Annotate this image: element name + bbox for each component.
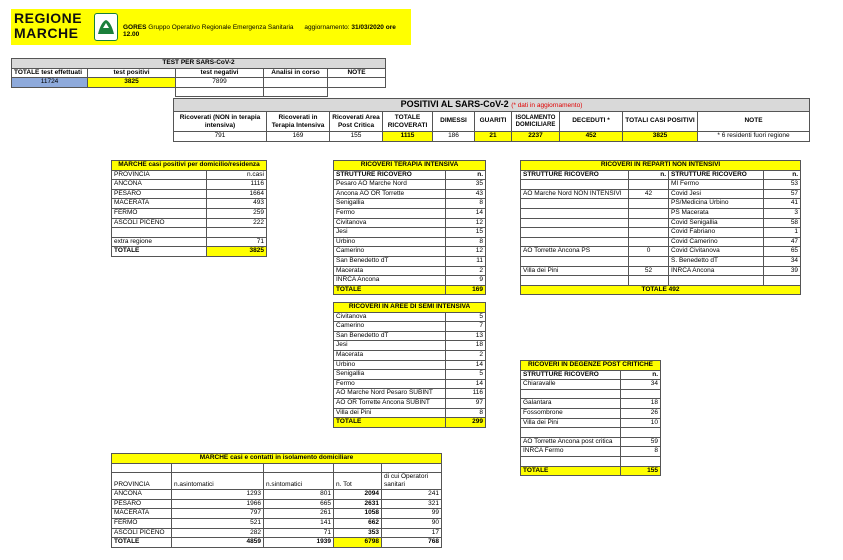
postcrit-row	[521, 389, 661, 399]
nonint-row	[521, 256, 801, 266]
si-row-value: 5	[446, 370, 486, 380]
nonint-row-a-value	[629, 276, 669, 286]
province-total-label: TOTALE	[112, 247, 207, 257]
test-table-title: TEST PER SARS-CoV-2	[12, 59, 386, 69]
province-row-name: ASCOLI PICENO	[112, 218, 207, 228]
nonint-col-struttura: STRUTTURE RICOVERO	[521, 170, 629, 180]
nonint-row-b-name: Covid Civitanova	[669, 247, 764, 257]
province-row-value: 259	[207, 208, 267, 218]
postcrit-table	[520, 360, 661, 476]
si-row	[334, 408, 486, 418]
ti-row-value: 2	[446, 266, 486, 276]
postcrit-row-name	[521, 456, 621, 466]
positivi-table	[173, 98, 810, 142]
si-row-value: 14	[446, 360, 486, 370]
nonint-row-b-value: 57	[764, 189, 801, 199]
ti-row-name: Fermo	[334, 208, 446, 218]
nonint-row-a-value	[629, 180, 669, 190]
postcrit-row-value: 18	[621, 399, 661, 409]
nonint-row	[521, 180, 801, 190]
province-row-name: PESARO	[112, 189, 207, 199]
postcrit-row-name: Chiaravalle	[521, 380, 621, 390]
ti-row-value: 35	[446, 180, 486, 190]
si-row-name: AO OR Torrette Ancona SUBINT	[334, 398, 446, 408]
ti-row-value: 8	[446, 199, 486, 209]
province-row-value: 222	[207, 218, 267, 228]
ti-row	[334, 228, 486, 238]
nonint-row-a-value: 42	[629, 189, 669, 199]
nonint-row-b-name: PS Macerata	[669, 208, 764, 218]
positivi-col-0: Ricoverati (NON in terapia intensiva)	[174, 112, 267, 132]
postcrit-row-name: Galantara	[521, 399, 621, 409]
postcrit-row-name: AO Torrette Ancona post critica	[521, 437, 621, 447]
province-row-value	[207, 228, 267, 238]
test-col-analisi: Analisi in corso	[264, 68, 328, 78]
si-row-value: 116	[446, 389, 486, 399]
nonint-row-a-name	[521, 276, 629, 286]
province-row	[112, 189, 267, 199]
postcrit-row	[521, 408, 661, 418]
si-total-value: 299	[446, 418, 486, 428]
iso-row-sint: 801	[264, 490, 334, 500]
si-row	[334, 389, 486, 399]
nonint-row-a-value	[629, 256, 669, 266]
postcrit-row-name	[521, 428, 621, 438]
positivi-col-6: ISOLAMENTO DOMICILIARE	[512, 112, 560, 132]
ti-row-name: Urbino	[334, 237, 446, 247]
postcrit-row-value: 26	[621, 408, 661, 418]
nonint-row-b-name: INRCA Ancona	[669, 266, 764, 276]
province-row-value: 1664	[207, 189, 267, 199]
iso-row-tot: 662	[334, 518, 382, 528]
si-row-name: Villa dei Pini	[334, 408, 446, 418]
iso-row-tot: 353	[334, 528, 382, 538]
si-table	[333, 302, 486, 428]
nonint-row-a-value	[629, 218, 669, 228]
si-row-value: 7	[446, 322, 486, 332]
nonint-title: RICOVERI IN REPARTI NON INTENSIVI	[521, 161, 801, 171]
nonint-col-struttura2: STRUTTURE RICOVERO	[669, 170, 764, 180]
ti-row	[334, 266, 486, 276]
nonint-row-b-name: MI Fermo	[669, 180, 764, 190]
nonint-total: TOTALE 492	[521, 285, 801, 295]
iso-row-tot: 2631	[334, 499, 382, 509]
ti-total-label: TOTALE	[334, 285, 446, 295]
gores-long: Gruppo Operativo Regionale Emergenza Sanitaria	[148, 24, 294, 31]
nonint-row-b-value: 39	[764, 266, 801, 276]
province-row	[112, 237, 267, 247]
province-row-name: MACERATA	[112, 199, 207, 209]
iso-col-provincia: PROVINCIA	[112, 473, 172, 490]
iso-row-name: PESARO	[112, 499, 172, 509]
iso-row-oper: 321	[382, 499, 442, 509]
nonint-row-a-name	[521, 180, 629, 190]
province-title: MARCHE casi positivi per domicilio/residenza	[112, 161, 267, 171]
iso-row-oper: 17	[382, 528, 442, 538]
postcrit-row-value	[621, 456, 661, 466]
nonint-row-b-value: 58	[764, 218, 801, 228]
si-total-label: TOTALE	[334, 418, 446, 428]
iso-row-asint: 1966	[172, 499, 264, 509]
gores-short: GORES	[123, 24, 147, 31]
postcrit-total-value: 155	[621, 466, 661, 476]
iso-col-asint: n.asintomatici	[172, 473, 264, 490]
logo-line2: MARCHE	[14, 25, 79, 41]
ti-col-n: n.	[446, 170, 486, 180]
nonint-row-a-name	[521, 256, 629, 266]
ti-row-value: 12	[446, 247, 486, 257]
nonint-row-a-value	[629, 237, 669, 247]
test-col-negativi: test negativi	[176, 68, 264, 78]
si-row-value: 2	[446, 350, 486, 360]
postcrit-row	[521, 456, 661, 466]
ti-row-name: Macerata	[334, 266, 446, 276]
nonint-row-b-value: 1	[764, 228, 801, 238]
ti-row-name: San Benedetto dT	[334, 256, 446, 266]
province-col-provincia: PROVINCIA	[112, 170, 207, 180]
nonint-row-b-name	[669, 276, 764, 286]
province-col-casi: n.casi	[207, 170, 267, 180]
postcrit-row-name: INRCA Fermo	[521, 447, 621, 457]
iso-row-name: ASCOLI PICENO	[112, 528, 172, 538]
postcrit-row	[521, 380, 661, 390]
nonint-row-b-name: S. Benedetto dT	[669, 256, 764, 266]
si-row	[334, 398, 486, 408]
province-row-name: FERMO	[112, 208, 207, 218]
iso-total-tot: 6798	[334, 538, 382, 548]
iso-row	[112, 499, 442, 509]
si-row-value: 14	[446, 379, 486, 389]
si-row	[334, 370, 486, 380]
nonint-row-b-value: 53	[764, 180, 801, 190]
iso-row-sint: 261	[264, 509, 334, 519]
positivi-val-7: 452	[560, 132, 623, 142]
nonint-row-a-value: 52	[629, 266, 669, 276]
postcrit-row	[521, 437, 661, 447]
iso-total-asint: 4859	[172, 538, 264, 548]
postcrit-row-value: 59	[621, 437, 661, 447]
province-row	[112, 180, 267, 190]
iso-row-sint: 141	[264, 518, 334, 528]
ti-total-value: 169	[446, 285, 486, 295]
postcrit-row-value	[621, 389, 661, 399]
postcrit-row	[521, 428, 661, 438]
nonint-row-b-value: 65	[764, 247, 801, 257]
nonint-col-n2: n.	[764, 170, 801, 180]
positivi-title: POSITIVI AL SARS-CoV-2	[400, 99, 509, 109]
postcrit-row-name: Villa dei Pini	[521, 418, 621, 428]
nonint-row-a-name	[521, 228, 629, 238]
si-row-name: Jesi	[334, 341, 446, 351]
nonint-col-n: n.	[629, 170, 669, 180]
iso-total-oper: 768	[382, 538, 442, 548]
ti-row-name: Civitanova	[334, 218, 446, 228]
nonint-row-a-name: Villa dei Pini	[521, 266, 629, 276]
nonint-row-b-name: Covid Fabriano	[669, 228, 764, 238]
postcrit-row	[521, 447, 661, 457]
positivi-col-4: DIMESSI	[433, 112, 475, 132]
nonint-row-a-name	[521, 237, 629, 247]
positivi-val-0: 791	[174, 132, 267, 142]
si-row-name: Senigallia	[334, 370, 446, 380]
ti-row	[334, 180, 486, 190]
si-row-name: Civitanova	[334, 312, 446, 322]
postcrit-total-label: TOTALE	[521, 466, 621, 476]
iso-row-oper: 90	[382, 518, 442, 528]
si-row	[334, 322, 486, 332]
regione-marche-logo	[14, 11, 82, 41]
iso-row-sint: 665	[264, 499, 334, 509]
province-row	[112, 228, 267, 238]
iso-row-asint: 1293	[172, 490, 264, 500]
si-row-value: 97	[446, 398, 486, 408]
iso-col-oper: di cui Operatori sanitari	[382, 473, 442, 490]
nonint-row	[521, 247, 801, 257]
ti-row	[334, 199, 486, 209]
iso-row-tot: 1058	[334, 509, 382, 519]
positivi-val-2: 155	[330, 132, 383, 142]
iso-row-asint: 521	[172, 518, 264, 528]
iso-row-sint: 71	[264, 528, 334, 538]
nonint-row-a-name	[521, 218, 629, 228]
postcrit-title: RICOVERI IN DEGENZE POST CRITICHE	[521, 361, 661, 371]
si-row-name: AO Marche Nord Pesaro SUBINT	[334, 389, 446, 399]
nonint-row	[521, 237, 801, 247]
province-row	[112, 218, 267, 228]
positivi-title-cell	[174, 99, 810, 112]
ti-row	[334, 237, 486, 247]
update-value: 31/03/2020 ore 12.00	[123, 24, 396, 38]
postcrit-row-value: 10	[621, 418, 661, 428]
ti-row-value: 12	[446, 218, 486, 228]
si-row-value: 8	[446, 408, 486, 418]
nonint-row-a-value	[629, 199, 669, 209]
gores-line	[123, 24, 411, 38]
postcrit-row-name: Fossombrone	[521, 408, 621, 418]
postcrit-col-n: n.	[621, 370, 661, 380]
iso-row-name: MACERATA	[112, 509, 172, 519]
nonint-row-a-value	[629, 228, 669, 238]
iso-row-asint: 282	[172, 528, 264, 538]
positivi-val-3: 1115	[383, 132, 433, 142]
province-row-value: 1116	[207, 180, 267, 190]
postcrit-row-value: 34	[621, 380, 661, 390]
test-col-note: NOTE	[328, 68, 386, 78]
nonint-row	[521, 189, 801, 199]
iso-total-name: TOTALE	[112, 538, 172, 548]
test-val-analisi	[264, 78, 328, 88]
ti-row	[334, 208, 486, 218]
iso-total-sint: 1939	[264, 538, 334, 548]
positivi-col-7: DECEDUTI *	[560, 112, 623, 132]
nonint-row	[521, 208, 801, 218]
province-row-name: ANCONA	[112, 180, 207, 190]
si-title: RICOVERI IN AREE DI SEMI INTENSIVA	[334, 303, 486, 313]
test-val-note	[328, 78, 386, 88]
iso-row-name: FERMO	[112, 518, 172, 528]
iso-row-oper: 241	[382, 490, 442, 500]
province-row	[112, 199, 267, 209]
iso-row-asint: 797	[172, 509, 264, 519]
ti-row-value: 11	[446, 256, 486, 266]
postcrit-row-name	[521, 389, 621, 399]
province-row	[112, 208, 267, 218]
iso-row	[112, 509, 442, 519]
ti-title: RICOVERI TERAPIA INTENSIVA	[334, 161, 486, 171]
si-row	[334, 360, 486, 370]
si-row-name: Macerata	[334, 350, 446, 360]
ti-row-name: Pesaro AO Marche Nord	[334, 180, 446, 190]
ti-row-name: Ancona AO OR Torrette	[334, 189, 446, 199]
positivi-title-note: (* dati in aggiornamento)	[511, 102, 583, 109]
nonint-row	[521, 276, 801, 286]
ti-row-value: 43	[446, 189, 486, 199]
ti-row	[334, 276, 486, 286]
ti-row-name: Camerino	[334, 247, 446, 257]
iso-table	[111, 453, 442, 548]
ti-row	[334, 247, 486, 257]
nonint-row-b-name: Covid Camerino	[669, 237, 764, 247]
nonint-row	[521, 218, 801, 228]
ti-row	[334, 218, 486, 228]
province-row-name: extra regione	[112, 237, 207, 247]
positivi-val-6: 2237	[512, 132, 560, 142]
positivi-val-1: 169	[267, 132, 330, 142]
positivi-val-5: 21	[475, 132, 512, 142]
nonint-row-a-name: AO Torrette Ancona PS	[521, 247, 629, 257]
nonint-row-b-name: PS/Medicina Urbino	[669, 199, 764, 209]
nonint-row-a-name	[521, 199, 629, 209]
positivi-col-5: GUARITI	[475, 112, 512, 132]
province-row-value: 493	[207, 199, 267, 209]
iso-row-oper: 99	[382, 509, 442, 519]
test-col-totale: TOTALE test effettuati	[12, 68, 88, 78]
nonint-table	[520, 160, 801, 295]
positivi-col-2: Ricoverati Area Post Critica	[330, 112, 383, 132]
iso-row-name: ANCONA	[112, 490, 172, 500]
iso-row	[112, 490, 442, 500]
test-col-positivi: test positivi	[88, 68, 176, 78]
ti-row-name: Jesi	[334, 228, 446, 238]
header-banner	[11, 9, 411, 45]
nonint-row-b-value: 47	[764, 237, 801, 247]
nonint-row-b-value: 41	[764, 199, 801, 209]
positivi-val-8: 3825	[623, 132, 698, 142]
ti-col-struttura: STRUTTURE RICOVERO	[334, 170, 446, 180]
province-row-value: 71	[207, 237, 267, 247]
nonint-row-b-value: 34	[764, 256, 801, 266]
province-row-name	[112, 228, 207, 238]
ti-row-value: 9	[446, 276, 486, 286]
test-val-negativi: 7899	[176, 78, 264, 88]
si-row-value: 18	[446, 341, 486, 351]
si-row-value: 5	[446, 312, 486, 322]
ti-row-value: 15	[446, 228, 486, 238]
ti-row-name: INRCA Ancona	[334, 276, 446, 286]
si-row	[334, 341, 486, 351]
test-table	[11, 58, 386, 97]
iso-row	[112, 528, 442, 538]
test-val-totale: 11724	[12, 78, 88, 88]
postcrit-row-value	[621, 428, 661, 438]
province-total-value: 3825	[207, 247, 267, 257]
province-table	[111, 160, 267, 257]
si-row-name: San Benedetto dT	[334, 331, 446, 341]
nonint-row-b-value: 3	[764, 208, 801, 218]
update-label: aggiornamento:	[304, 24, 350, 31]
nonint-row-a-name: AO Marche Nord NON INTENSIVI	[521, 189, 629, 199]
ti-row-value: 8	[446, 237, 486, 247]
si-row	[334, 379, 486, 389]
si-row	[334, 331, 486, 341]
postcrit-col-struttura: STRUTTURE RICOVERO	[521, 370, 621, 380]
postcrit-row	[521, 418, 661, 428]
nonint-row	[521, 266, 801, 276]
iso-row-tot: 2094	[334, 490, 382, 500]
iso-col-tot: n. Tot	[334, 473, 382, 490]
nonint-row-b-name: Covid Senigallia	[669, 218, 764, 228]
si-row-name: Camerino	[334, 322, 446, 332]
nonint-row	[521, 199, 801, 209]
positivi-val-9: * 6 residenti fuori regione	[698, 132, 810, 142]
logo-line1: REGIONE	[14, 10, 83, 26]
postcrit-row	[521, 399, 661, 409]
si-row-value: 13	[446, 331, 486, 341]
postcrit-row-value: 8	[621, 447, 661, 457]
iso-row	[112, 518, 442, 528]
si-row	[334, 350, 486, 360]
positivi-col-3: TOTALE RICOVERATI	[383, 112, 433, 132]
si-row-name: Urbino	[334, 360, 446, 370]
si-row	[334, 312, 486, 322]
iso-col-sint: n.sintomatici	[264, 473, 334, 490]
iso-title: MARCHE casi e contatti in isolamento domiciliare	[112, 454, 442, 464]
si-row-name: Fermo	[334, 379, 446, 389]
ti-row-name: Senigallia	[334, 199, 446, 209]
ti-table	[333, 160, 486, 295]
positivi-val-4: 186	[433, 132, 475, 142]
positivi-col-1: Ricoverati in Terapia Intensiva	[267, 112, 330, 132]
nonint-row-b-name: Covid Jesi	[669, 189, 764, 199]
nonint-row-a-name	[521, 208, 629, 218]
regione-seal-icon	[94, 13, 118, 41]
nonint-row-a-value: 0	[629, 247, 669, 257]
nonint-row-a-value	[629, 208, 669, 218]
test-val-positivi: 3825	[88, 78, 176, 88]
ti-row-value: 14	[446, 208, 486, 218]
ti-row	[334, 256, 486, 266]
positivi-col-8: TOTALI CASI POSITIVI	[623, 112, 698, 132]
nonint-row	[521, 228, 801, 238]
nonint-row-b-value	[764, 276, 801, 286]
ti-row	[334, 189, 486, 199]
positivi-col-9: NOTE	[698, 112, 810, 132]
